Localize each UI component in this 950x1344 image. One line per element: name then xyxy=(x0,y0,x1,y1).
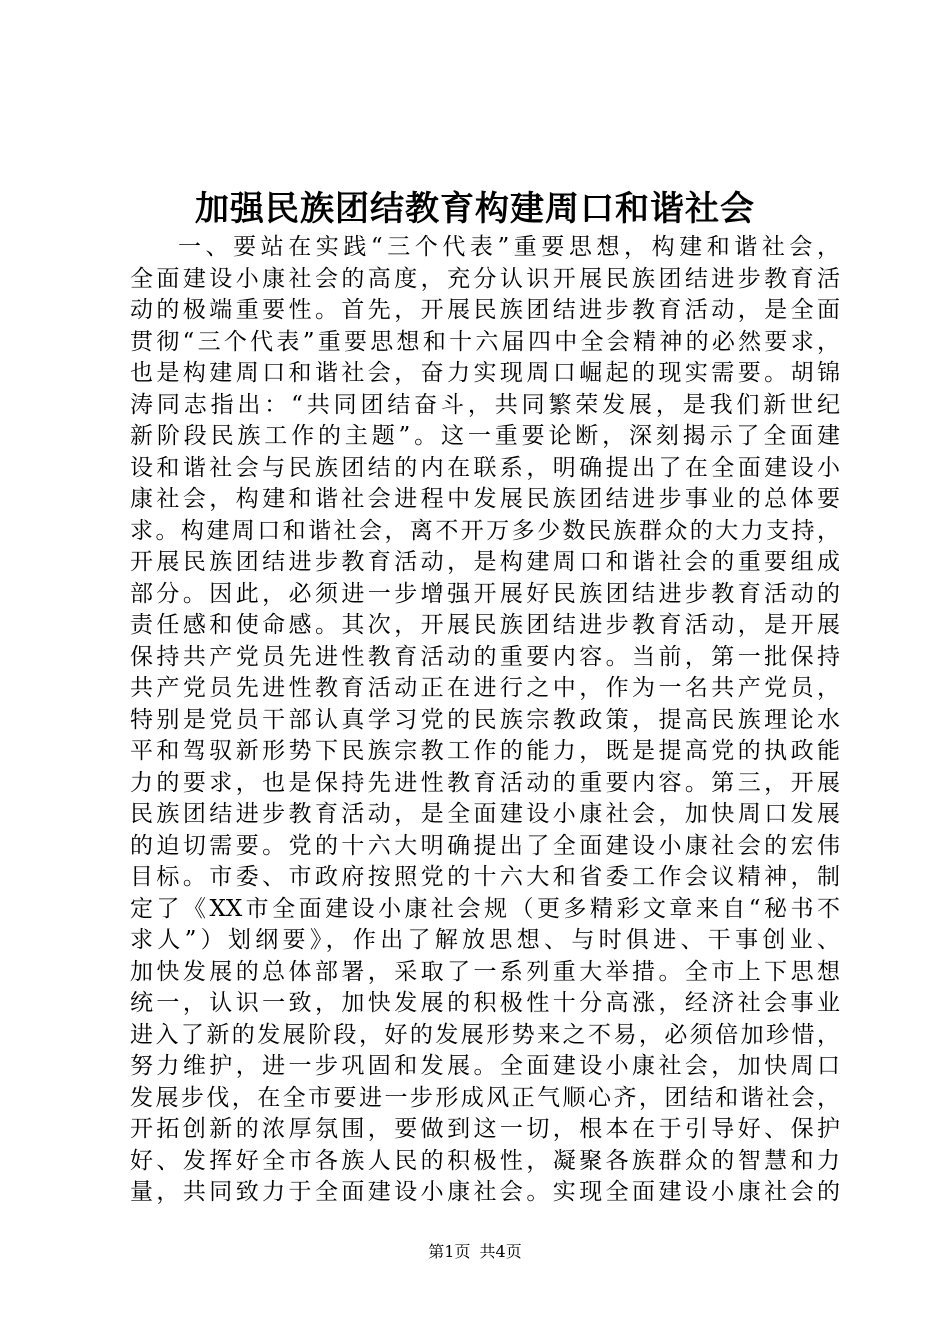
body-line: 全面建设小康社会的高度，充分认识开展民族团结进步教育活 xyxy=(130,265,840,292)
document-title: 加强民族团结教育构建周口和谐社会 xyxy=(195,189,755,229)
body-line: 力的要求，也是保持先进性教育活动的重要内容。第三，开展 xyxy=(130,769,840,796)
page-number: 第1页 xyxy=(428,1242,471,1261)
body-line: 也是构建周口和谐社会，奋力实现周口崛起的现实需要。胡锦 xyxy=(130,360,840,386)
body-line: 特别是党员干部认真学习党的民族宗教政策，提高民族理论水 xyxy=(130,706,840,733)
body-line: 进入了新的发展阶段，好的发展形势来之不易，必须倍加珍惜， xyxy=(130,1021,840,1048)
body-line: 定了《XX市全面建设小康社会规（更多精彩文章来自“秘书不 xyxy=(130,895,840,922)
body-line: 设和谐社会与民族团结的内在联系，明确提出了在全面建设小 xyxy=(130,454,840,481)
body-line: 贯彻“三个代表”重要思想和十六届四中全会精神的必然要求， xyxy=(130,328,840,355)
page-footer xyxy=(0,1240,950,1264)
body-line: 求。构建周口和谐社会，离不开万多少数民族群众的大力支持， xyxy=(130,517,840,544)
body-line: 保持共产党员先进性教育活动的重要内容。当前，第一批保持 xyxy=(130,643,840,670)
body-line: 好、发挥好全市各族人民的积极性，凝聚各族群众的智慧和力 xyxy=(130,1147,840,1174)
page-total: 共4页 xyxy=(479,1242,522,1261)
body-line: 民族团结进步教育活动，是全面建设小康社会，加快周口发展 xyxy=(130,801,840,827)
body-line: 努力维护，进一步巩固和发展。全面建设小康社会，加快周口 xyxy=(130,1053,840,1079)
body-line: 共产党员先进性教育活动正在进行之中，作为一名共产党员， xyxy=(130,675,840,701)
body-line: 动的极端重要性。首先，开展民族团结进步教育活动，是全面 xyxy=(130,297,840,323)
body-line: 平和驾驭新形势下民族宗教工作的能力，既是提高党的执政能 xyxy=(130,738,840,764)
body-line: 新阶段民族工作的主题”。这一重要论断，深刻揭示了全面建 xyxy=(130,423,840,449)
body-line: 量，共同致力于全面建设小康社会。实现全面建设小康社会的 xyxy=(130,1179,840,1205)
body-line: 涛同志指出：“共同团结奋斗，共同繁荣发展，是我们新世纪 xyxy=(130,391,840,418)
body-line: 部分。因此，必须进一步增强开展好民族团结进步教育活动的 xyxy=(130,580,840,607)
body-line: 加快发展的总体部署，采取了一系列重大举措。全市上下思想 xyxy=(130,958,840,985)
body-line: 开展民族团结进步教育活动，是构建周口和谐社会的重要组成 xyxy=(130,549,840,575)
body-line: 康社会，构建和谐社会进程中发展民族团结进步事业的总体要 xyxy=(130,486,840,512)
body-line: 统一，认识一致，加快发展的积极性十分高涨，经济社会事业 xyxy=(130,990,840,1016)
body-line: 责任感和使命感。其次，开展民族团结进步教育活动，是开展 xyxy=(130,612,840,638)
body-line: 目标。市委、市政府按照党的十六大和省委工作会议精神，制 xyxy=(130,864,840,890)
body-line: 一、要站在实践“三个代表”重要思想，构建和谐社会， xyxy=(178,234,840,260)
body-line: 的迫切需要。党的十六大明确提出了全面建设小康社会的宏伟 xyxy=(130,832,840,859)
body-line: 发展步伐，在全市要进一步形成风正气顺心齐，团结和谐社会， xyxy=(130,1084,840,1111)
document-body xyxy=(130,232,840,1209)
body-line: 求人”）划纲要》，作出了解放思想、与时俱进、干事创业、 xyxy=(130,927,840,953)
body-line: 开拓创新的浓厚氛围，要做到这一切，根本在于引导好、保护 xyxy=(130,1116,840,1142)
